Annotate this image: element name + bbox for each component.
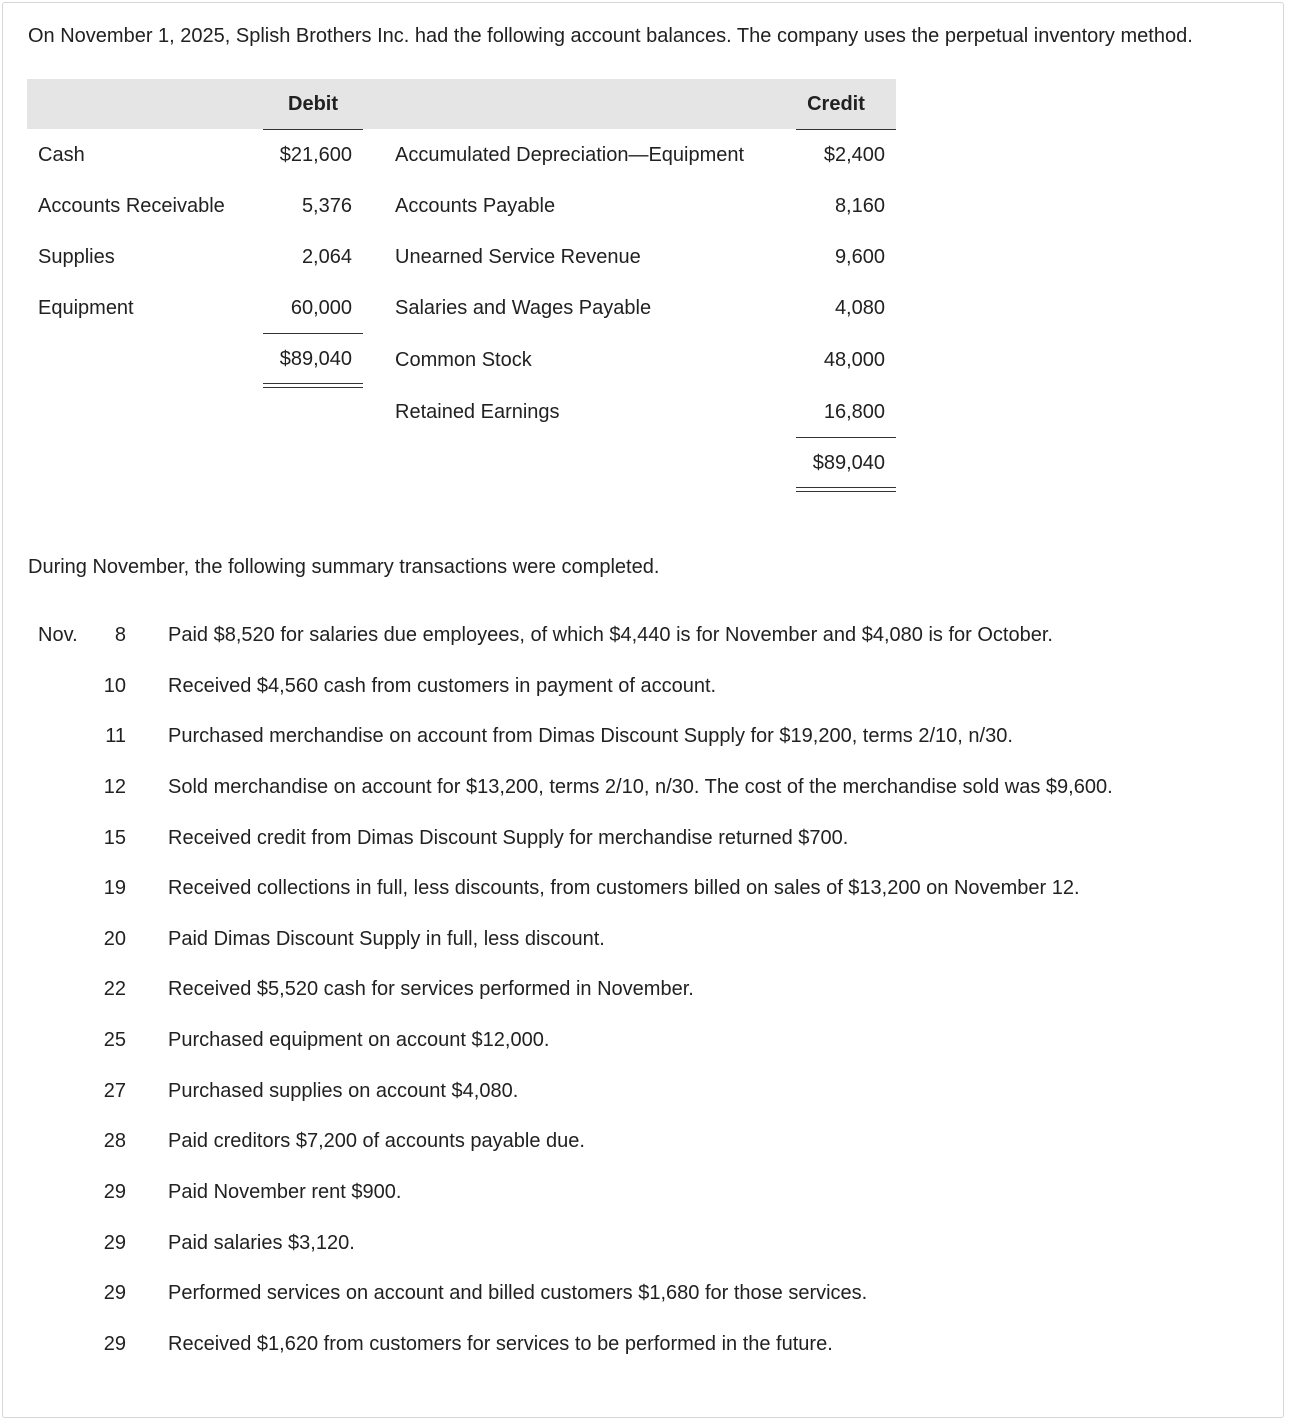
credit-account: Accumulated Depreciation—Equipment [395,144,745,166]
credit-double-rule-1 [796,487,896,488]
transaction-text: Paid creditors $7,200 of accounts payable due. [168,1130,585,1152]
transaction-text: Purchased merchandise on account from Dimas Discount Supply for $19,200, terms 2/10, n/30. [168,725,1013,747]
debit-account: Equipment [38,297,134,319]
debit-amount: $21,600 [279,144,352,166]
transaction-text: Paid $8,520 for salaries due employees, of which $4,440 is for November and $4,080 is for October. [168,624,1053,646]
transaction-day: 25 [103,1029,126,1051]
transaction-day: 27 [103,1080,126,1102]
transaction-text: Purchased supplies on account $4,080. [168,1080,519,1102]
transaction-text: Sold merchandise on account for $13,200, terms 2/10, n/30. The cost of the merchandise sold was $9,600. [168,776,1113,798]
transaction-day: 20 [103,928,126,950]
transaction-text: Received $4,560 cash from customers in payment of account. [168,675,717,697]
transaction-text: Received collections in full, less discounts, from customers billed on sales of $13,200 on November 12. [168,877,1080,899]
debit-amount: 5,376 [301,195,352,217]
transaction-day: 11 [105,725,126,747]
debit-total-rule [263,333,363,334]
debit-double-rule-1 [263,383,363,384]
transaction-day: 29 [103,1181,126,1203]
credit-double-rule-2 [796,491,896,492]
transaction-day: 28 [103,1130,126,1152]
transaction-text: Received $1,620 from customers for services to be performed in the future. [168,1333,833,1355]
credit-amount: 48,000 [823,349,885,371]
debit-amount: 2,064 [301,246,352,268]
transaction-day: 12 [103,776,126,798]
debit-account: Supplies [38,246,115,268]
credit-account: Common Stock [395,349,532,371]
debit-header: Debit [288,93,338,115]
credit-amount: 8,160 [834,195,885,217]
table-header-background [27,79,896,129]
transaction-text: Paid Dimas Discount Supply in full, less discount. [168,928,605,950]
debit-total: $89,040 [279,348,352,370]
credit-account: Unearned Service Revenue [395,246,641,268]
transaction-day: 8 [114,624,126,646]
credit-header: Credit [807,93,865,115]
credit-amount: 16,800 [823,401,885,423]
credit-account: Salaries and Wages Payable [395,297,652,319]
transaction-text: Purchased equipment on account $12,000. [168,1029,550,1051]
transaction-day: 19 [103,877,126,899]
transaction-day: 10 [103,675,126,697]
credit-header-underline [796,129,896,130]
transaction-day: 29 [103,1282,126,1304]
credit-account: Retained Earnings [395,401,560,423]
credit-total: $89,040 [812,452,885,474]
transaction-text: Performed services on account and billed customers $1,680 for those services. [168,1282,868,1304]
debit-header-underline [263,129,363,130]
intro-text: On November 1, 2025, Splish Brothers Inc. had the following account balances. The company uses the perpetual inventory method. [28,25,1193,47]
credit-amount: 9,600 [834,246,885,268]
debit-double-rule-2 [263,387,363,388]
debit-amount: 60,000 [290,297,352,319]
credit-amount: $2,400 [823,144,885,166]
transaction-day: 29 [103,1333,126,1355]
credit-account: Accounts Payable [395,195,556,217]
transaction-text: Received $5,520 cash for services performed in November. [168,978,694,1000]
month-label: Nov. [38,624,78,646]
transaction-text: Paid November rent $900. [168,1181,402,1203]
transaction-day: 15 [103,827,126,849]
transaction-day: 29 [103,1232,126,1254]
credit-total-rule [796,437,896,438]
credit-amount: 4,080 [834,297,885,319]
transaction-text: Received credit from Dimas Discount Supply for merchandise returned $700. [168,827,849,849]
transactions-intro: During November, the following summary transactions were completed. [28,556,660,578]
transaction-day: 22 [103,978,126,1000]
transaction-text: Paid salaries $3,120. [168,1232,355,1254]
debit-account: Cash [38,144,85,166]
debit-account: Accounts Receivable [38,195,225,217]
